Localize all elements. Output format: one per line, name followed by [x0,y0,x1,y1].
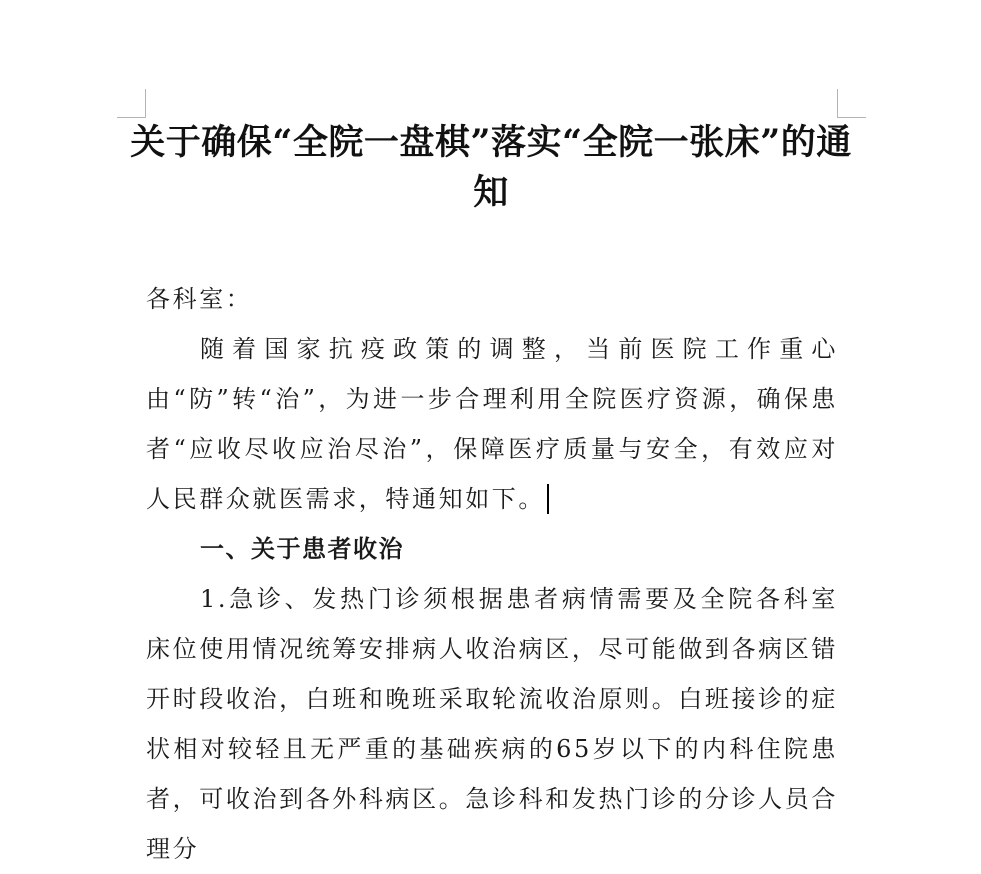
top-right-margin-mark [837,89,866,118]
text-cursor [547,484,549,514]
paragraph-admission-rule-1: 1.急诊、发热门诊须根据患者病情需要及全院各科室床位使用情况统筹安排病人收治病区，尽可能做到各病区错开时段收治，白班和晚班采取轮流收治原则。白班接诊的症状相对较轻且无严重的基础疾病的65岁以下的内科住院患者，可收治到各外科病区。急诊科和发热门诊的分诊人员合理分 [146,585,838,863]
document-title: 关于确保“全院一盘棋”落实“全院一张床”的通知 [130,122,852,213]
paragraph-intro-text: 随着国家抗疫政策的调整，当前医院工作重心由“防”转“治”，为进一步合理利用全院医疗资源，确保患者“应收尽收应治尽治”，保障医疗质量与安全，有效应对人民群众就医需求，特通知如下。 [146,335,838,513]
salutation: 各科室： [146,285,253,313]
top-left-margin-mark [117,89,146,118]
section-heading-patient-admission: 一、关于患者收治 [200,534,404,563]
paragraph-intro[interactable] [146,324,838,524]
